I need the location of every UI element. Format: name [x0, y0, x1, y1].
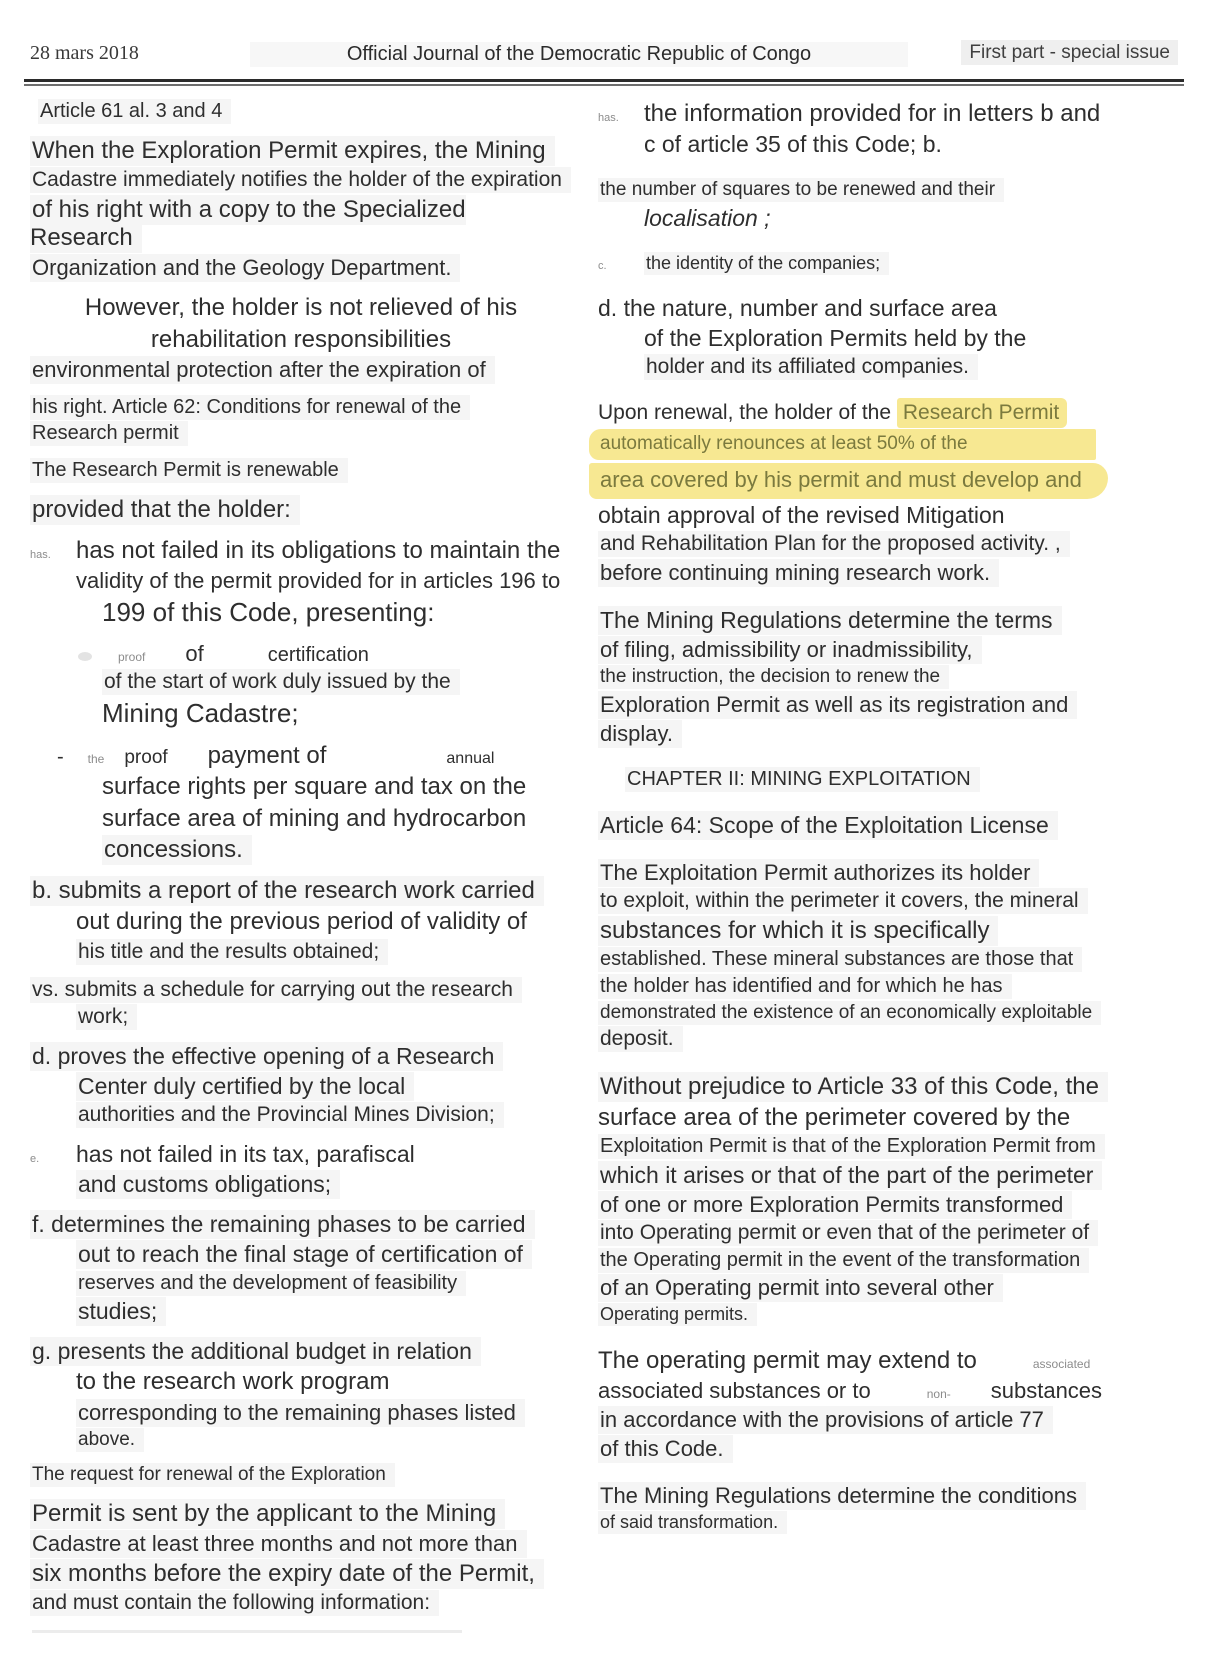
ocr-fragment: proof — [118, 649, 146, 664]
text-line — [30, 742, 572, 770]
text-segment: Article 64: Scope of the Exploitation License — [598, 811, 1058, 840]
text-segment: obtain approval of the revised Mitigation — [598, 502, 1005, 529]
text-line — [30, 836, 572, 864]
text-segment: display. — [598, 720, 682, 748]
text-line — [598, 429, 1180, 460]
text-line — [598, 975, 1180, 999]
list-marker-a: has. — [30, 548, 51, 561]
paragraph — [30, 496, 572, 524]
header-issue-label — [908, 42, 1178, 64]
text-segment: However, the holder is not relieved of his — [84, 294, 518, 322]
paragraph — [598, 607, 1180, 746]
text-segment: and customs obligations; — [76, 1170, 340, 1199]
bullet-icon — [78, 652, 92, 661]
text-segment: proof — [124, 746, 168, 768]
text-segment: The request for renewal of the Exploration — [30, 1463, 395, 1487]
text-segment: environmental protection after the expiration of — [30, 356, 495, 384]
text-line — [598, 560, 1180, 586]
highlighted-text: automatically renounces at least 50% of the — [589, 429, 1096, 460]
text-line — [30, 1531, 572, 1557]
paragraph — [30, 1141, 572, 1198]
text-line — [598, 948, 1180, 972]
text-segment: Operating permits. — [598, 1303, 757, 1326]
text-line — [30, 597, 572, 628]
text-segment: of an Operating permit into several other — [598, 1274, 1003, 1302]
text-line — [30, 496, 572, 524]
document-body — [0, 86, 1208, 1629]
text-segment: which it arises or that of the part of the perimeter — [598, 1161, 1102, 1190]
text-line — [30, 1591, 572, 1616]
text-segment: to the research work program — [76, 1368, 390, 1396]
text-segment: Center duly certified by the local — [76, 1072, 414, 1101]
text-segment: of the Exploration Permits held by the — [644, 325, 1027, 352]
paragraph — [598, 253, 1180, 274]
text-line — [30, 1500, 572, 1528]
text-line — [598, 812, 1180, 839]
right-column — [598, 100, 1180, 1629]
paragraph — [30, 877, 572, 964]
paragraph — [598, 1073, 1180, 1326]
text-segment: Cadastre at least three months and not more than — [30, 1530, 527, 1558]
text-segment: and must contain the following information: — [30, 1590, 439, 1616]
text-segment: Mining Cadastre; — [102, 698, 299, 729]
text-segment: d. the nature, number and surface area — [598, 295, 997, 322]
text-segment: demonstrated the existence of an economically exploitable — [598, 1001, 1101, 1025]
text-line — [30, 1073, 572, 1100]
text-segment: of — [185, 640, 204, 666]
text-line — [30, 422, 572, 446]
text-segment: of filing, admissibility or inadmissibility, — [598, 636, 982, 664]
paragraph — [30, 742, 572, 864]
text-line — [598, 637, 1180, 663]
text-line — [30, 1400, 572, 1426]
text-segment: of this Code. — [598, 1435, 733, 1463]
text-line — [598, 768, 1180, 792]
text-segment: The Mining Regulations determine the terms — [598, 606, 1062, 635]
text-line — [598, 401, 1180, 426]
text-line — [598, 917, 1180, 945]
text-segment: concessions. — [102, 835, 252, 865]
text-segment: rehabilitation responsibilities — [150, 325, 452, 353]
paragraph — [598, 768, 1180, 792]
text-line — [598, 692, 1180, 718]
text-line — [598, 889, 1180, 914]
text-line — [30, 396, 572, 420]
list-marker-c: c. — [598, 259, 607, 272]
text-line — [598, 532, 1180, 557]
paragraph — [598, 295, 1180, 380]
text-line — [30, 805, 572, 833]
text-line — [30, 196, 572, 253]
text-segment: provided that the holder: — [30, 495, 300, 525]
text-segment: Upon renewal, the holder of the — [598, 401, 897, 425]
paragraph — [598, 860, 1180, 1051]
header-journal-title: Official Journal of the Democratic Republic of Congo — [250, 42, 908, 67]
scan-artifact — [32, 1630, 462, 1633]
header-issue-text: First part - special issue — [961, 40, 1178, 65]
text-segment: f. determines the remaining phases to be carried — [30, 1210, 535, 1239]
text-segment: The operating permit may extend to — [598, 1346, 977, 1374]
text-segment: the Operating permit in the event of the transformation — [598, 1248, 1089, 1273]
text-segment: The Research Permit is renewable — [30, 458, 348, 483]
text-segment: in accordance with the provisions of article 77 — [598, 1406, 1053, 1434]
text-line — [30, 1043, 572, 1070]
list-marker-e: e. — [30, 1153, 40, 1166]
text-line — [598, 131, 1180, 158]
paragraph — [30, 1464, 572, 1486]
text-segment: before continuing mining research work. — [598, 559, 999, 587]
text-line — [30, 1464, 572, 1486]
text-segment: Article 61 al. 3 and 4 — [38, 99, 231, 124]
text-segment: CHAPTER II: MINING EXPLOITATION — [625, 767, 980, 792]
text-line — [30, 568, 572, 594]
text-segment: the identity of the companies; — [644, 252, 889, 275]
paragraph — [598, 179, 1180, 232]
text-segment: and Rehabilitation Plan for the proposed activity. , — [598, 531, 1070, 557]
text-line — [598, 1192, 1180, 1218]
paragraph — [30, 459, 572, 483]
text-line — [30, 773, 572, 801]
text-segment: out to reach the final stage of certification of — [76, 1240, 532, 1269]
text-line — [30, 1141, 572, 1168]
left-column — [30, 100, 572, 1629]
text-segment: the holder has identified and for which he has — [598, 974, 1012, 999]
text-line — [598, 1407, 1180, 1433]
text-line — [598, 1378, 1180, 1404]
paragraph — [598, 401, 1180, 586]
paragraph — [30, 396, 572, 446]
text-segment: has not failed in its tax, parafiscal — [76, 1141, 415, 1168]
text-line — [598, 1249, 1180, 1273]
text-line — [30, 1298, 572, 1325]
text-line — [30, 1171, 572, 1198]
text-segment: into Operating permit or even that of the perimeter of — [598, 1220, 1098, 1246]
paragraph — [30, 1043, 572, 1128]
text-line — [30, 1338, 572, 1365]
text-segment: of the start of work duly issued by the — [102, 669, 460, 695]
text-line — [30, 459, 572, 483]
paragraph — [30, 641, 572, 729]
text-segment: established. These mineral substances are those that — [598, 947, 1082, 972]
text-segment: Permit is sent by the applicant to the Mining — [30, 1499, 505, 1529]
text-line — [30, 137, 572, 165]
text-line — [30, 940, 572, 965]
text-segment: Research permit — [30, 421, 188, 446]
text-line — [30, 670, 572, 695]
text-segment: of said transformation. — [598, 1511, 787, 1534]
text-segment: 199 of this Code, presenting: — [102, 597, 435, 628]
text-line — [598, 1002, 1180, 1024]
text-segment: substances for which it is specifically — [598, 916, 998, 946]
text-segment: of one or more Exploration Permits transformed — [598, 1191, 1072, 1219]
text-line — [598, 325, 1180, 352]
text-segment: annual — [446, 749, 495, 767]
text-line — [598, 1221, 1180, 1246]
text-segment: payment of — [207, 741, 327, 769]
highlighted-text: area covered by his permit and must develop and — [589, 463, 1108, 499]
paragraph — [30, 978, 572, 1031]
dash-marker: - — [57, 745, 64, 768]
text-line — [30, 294, 572, 322]
text-line — [30, 255, 572, 281]
text-segment: his title and the results obtained; — [76, 939, 388, 965]
text-segment: the instruction, the decision to renew the — [598, 665, 949, 689]
paragraph — [30, 100, 572, 124]
text-line — [30, 1272, 572, 1296]
header-date: 28 mars 2018 — [30, 42, 139, 64]
text-line — [30, 537, 572, 565]
paragraph — [30, 537, 572, 628]
text-line — [30, 698, 572, 729]
text-line — [598, 860, 1180, 886]
text-segment: surface area of mining and hydrocarbon — [102, 804, 527, 832]
text-segment: work; — [76, 1004, 137, 1030]
paragraph — [30, 294, 572, 383]
text-line — [598, 1512, 1180, 1533]
text-line — [598, 253, 1180, 274]
text-segment: substances — [990, 1377, 1103, 1403]
text-segment: authorities and the Provincial Mines Division; — [76, 1102, 504, 1128]
text-line — [30, 1103, 572, 1128]
text-line — [30, 1429, 572, 1451]
paragraph — [30, 1211, 572, 1325]
text-line — [598, 355, 1180, 380]
text-segment: associated substances or to — [598, 1377, 871, 1403]
text-segment: studies; — [76, 1297, 166, 1326]
text-segment: localisation ; — [644, 204, 771, 231]
text-segment: vs. submits a schedule for carrying out the research — [30, 977, 522, 1003]
text-segment: the number of squares to be renewed and their — [598, 178, 1004, 202]
text-line — [598, 463, 1180, 499]
text-line — [30, 1241, 572, 1268]
text-segment: to exploit, within the perimeter it covers, the mineral — [598, 888, 1088, 914]
paragraph — [598, 1483, 1180, 1533]
text-segment: his right. Article 62: Conditions for renewal of the — [30, 395, 470, 420]
text-line — [598, 179, 1180, 201]
list-marker-a: has. — [598, 112, 619, 124]
text-segment: out during the previous period of validity of — [76, 908, 527, 936]
text-segment: g. presents the additional budget in relation — [30, 1337, 481, 1366]
paragraph — [598, 1347, 1180, 1462]
text-line — [30, 641, 572, 668]
text-segment: the information provided for in letters b and — [644, 100, 1101, 127]
text-segment: six months before the expiry date of the Permit, — [30, 1559, 544, 1589]
text-line — [30, 100, 572, 124]
text-line — [598, 666, 1180, 688]
text-line — [598, 100, 1180, 128]
text-line — [598, 1304, 1180, 1325]
text-segment: certification — [267, 643, 369, 666]
text-line — [30, 877, 572, 905]
text-segment: of his right with a copy to the Specialized Research — [30, 195, 466, 251]
text-segment: Without prejudice to Article 33 of this Code, the — [598, 1072, 1108, 1102]
page-header — [0, 0, 1208, 67]
text-line — [598, 295, 1180, 322]
ocr-fragment: the — [87, 751, 105, 766]
text-segment: corresponding to the remaining phases listed — [76, 1399, 525, 1427]
text-segment: The Mining Regulations determine the conditions — [598, 1482, 1086, 1510]
text-segment: holder and its affiliated companies. — [644, 354, 978, 380]
text-segment: The Exploitation Permit authorizes its holder — [598, 859, 1039, 887]
text-line — [30, 908, 572, 936]
text-line — [30, 326, 572, 354]
text-line — [598, 721, 1180, 747]
text-line — [598, 1483, 1180, 1509]
text-line — [598, 1104, 1180, 1132]
text-line — [30, 1211, 572, 1238]
text-segment: Cadastre immediately notifies the holder of the expiration — [30, 167, 571, 193]
text-line — [30, 168, 572, 193]
text-segment: above. — [76, 1428, 144, 1452]
text-line — [598, 1135, 1180, 1159]
text-segment: Organization and the Geology Department. — [30, 254, 460, 282]
text-line — [598, 205, 1180, 232]
text-line — [598, 502, 1180, 529]
text-line — [30, 1005, 572, 1030]
text-segment: reserves and the development of feasibility — [76, 1271, 466, 1296]
paragraph — [30, 1500, 572, 1616]
text-segment: has not failed in its obligations to maintain the — [76, 536, 561, 564]
text-segment: validity of the permit provided for in articles 196 to — [76, 568, 561, 594]
ocr-fragment: associated — [1032, 1356, 1091, 1371]
text-segment: surface area of the perimeter covered by the — [598, 1104, 1071, 1131]
text-segment: Exploration Permit as well as its registration and — [598, 691, 1077, 719]
text-line — [598, 607, 1180, 634]
text-segment: Exploitation Permit is that of the Exploration Permit from — [598, 1134, 1105, 1159]
text-line — [598, 1027, 1180, 1052]
paragraph — [598, 812, 1180, 839]
paragraph — [30, 137, 572, 282]
text-line — [30, 978, 572, 1003]
header-rule — [24, 79, 1184, 86]
text-segment: When the Exploration Permit expires, the Mining — [30, 136, 555, 166]
text-segment: c of article 35 of this Code; b. — [644, 131, 942, 158]
text-segment: b. submits a report of the research work carried — [30, 876, 544, 906]
text-line — [598, 1275, 1180, 1301]
text-line — [598, 1073, 1180, 1101]
text-line — [30, 1368, 572, 1396]
text-line — [598, 1347, 1180, 1375]
text-line — [30, 1560, 572, 1588]
text-line — [598, 1436, 1180, 1462]
highlighted-text: Research Permit — [897, 398, 1067, 428]
paragraph — [598, 100, 1180, 158]
text-segment: deposit. — [598, 1026, 683, 1052]
ocr-fragment: non- — [926, 1386, 951, 1401]
paragraph — [30, 1338, 572, 1451]
text-segment: surface rights per square and tax on the — [102, 773, 527, 801]
text-line — [598, 1162, 1180, 1189]
text-line — [30, 357, 572, 383]
text-segment: d. proves the effective opening of a Research — [30, 1042, 503, 1071]
